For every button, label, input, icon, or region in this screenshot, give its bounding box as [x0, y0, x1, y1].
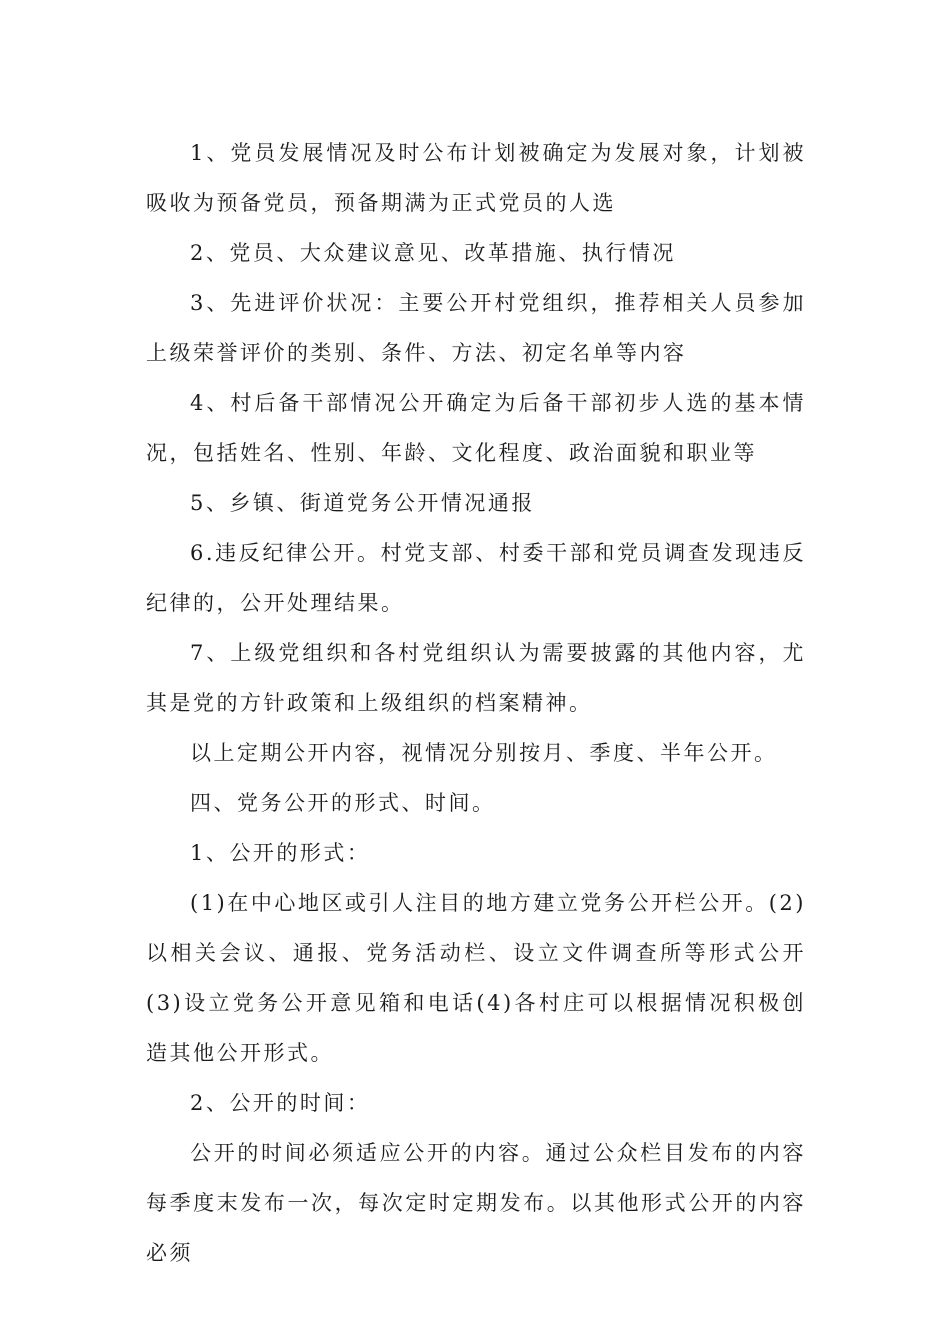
paragraph-item-2: 2、党员、大众建议意见、改革措施、执行情况 [190, 241, 676, 265]
paragraph-time-detail: 公开的时间必须适应公开的内容。通过公众栏目发布的内容每季度末发布一次，每次定时定期发布。以其他形式公开的内容必须 [146, 1141, 806, 1265]
paragraph-summary: 以上定期公开内容，视情况分别按月、季度、半年公开。 [190, 741, 778, 765]
paragraph-item-3: 3、先进评价状况：主要公开村党组织，推荐相关人员参加上级荣誉评价的类别、条件、方法、初定名单等内容 [146, 291, 806, 365]
paragraph-item-4: 4、村后备干部情况公开确定为后备干部初步人选的基本情况，包括姓名、性别、年龄、文化程度、政治面貌和职业等 [146, 391, 806, 465]
paragraph-item-5: 5、乡镇、街道党务公开情况通报 [190, 491, 535, 515]
paragraph-forms-list: (1)在中心地区或引人注目的地方建立党务公开栏公开。(2)以相关会议、通报、党务活动栏、设立文件调查所等形式公开(3)设立党务公开意见箱和电话(4)各村庄可以根据情况积极创造其他公开形式。 [146, 891, 806, 1065]
paragraph-item-6: 6.违反纪律公开。村党支部、村委干部和党员调查发现违反纪律的，公开处理结果。 [146, 541, 806, 615]
paragraph-item-1: 1、党员发展情况及时公布计划被确定为发展对象，计划被吸收为预备党员，预备期满为正式党员的人选 [146, 141, 806, 215]
section-heading-four: 四、党务公开的形式、时间。 [190, 791, 496, 815]
document-body [146, 128, 806, 1278]
subheading-form: 1、公开的形式： [190, 841, 371, 865]
subheading-time: 2、公开的时间： [190, 1091, 371, 1115]
paragraph-item-7: 7、上级党组织和各村党组织认为需要披露的其他内容，尤其是党的方针政策和上级组织的档案精神。 [146, 641, 806, 715]
